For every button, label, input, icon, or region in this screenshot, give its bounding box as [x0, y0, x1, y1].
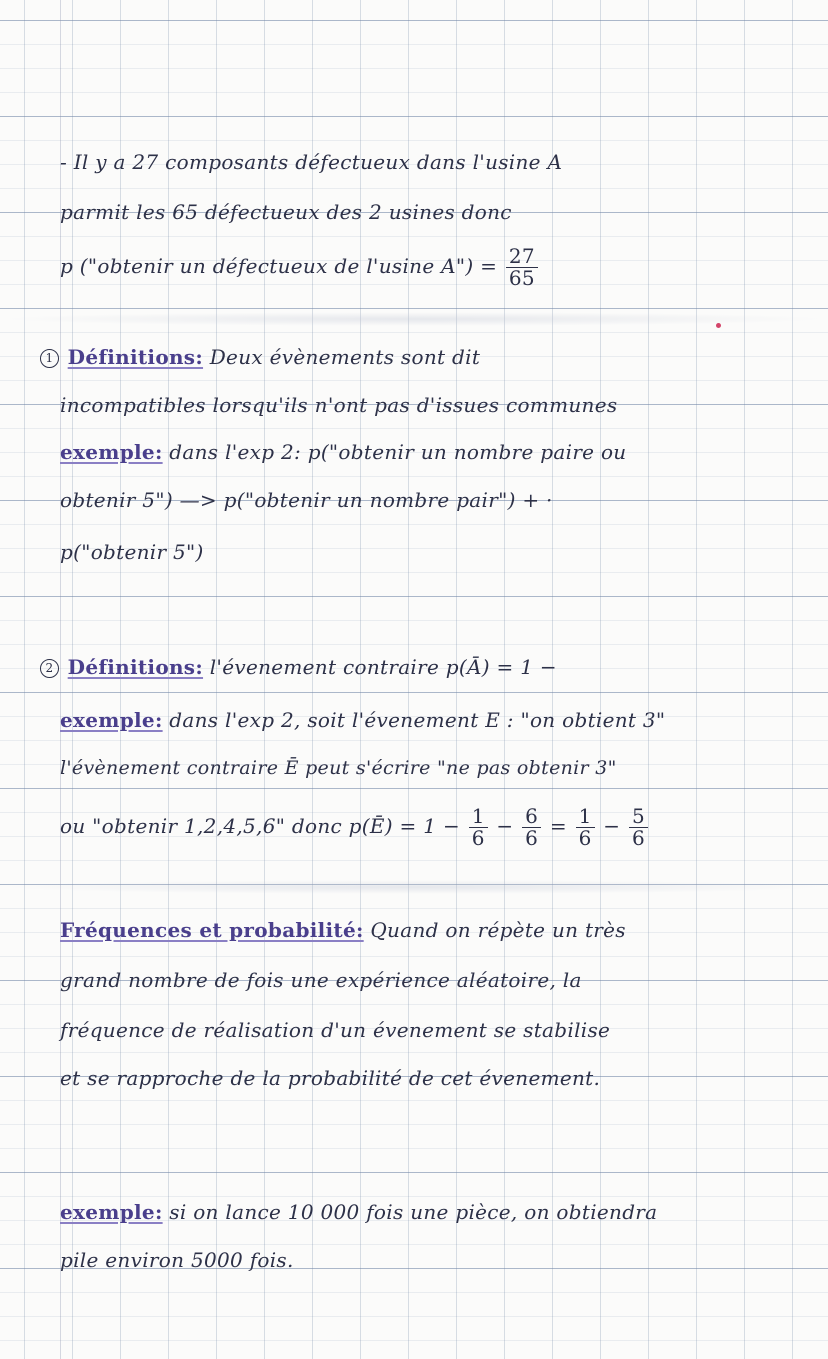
block3-line3: l'évènement contraire Ē peut s'écrire "ne pas obtenir 3" [60, 757, 617, 779]
fraction-27-65: $\frac{27}{65}$ [506, 246, 538, 289]
fraction-6-6: $\frac{6}{6}$ [522, 806, 541, 849]
block1-line1: - Il y a 27 composants défectueux dans l'usine A [60, 150, 563, 174]
fraction-5-6: $\frac{5}{6}$ [629, 806, 648, 849]
divider-wave [0, 880, 828, 894]
block4-line3: fréquence de réalisation d'un évenement se stabilise [60, 1018, 611, 1042]
block4-line2: grand nombre de fois une expérience aléatoire, la [60, 968, 582, 992]
block5-line2: pile environ 5000 fois. [60, 1248, 294, 1272]
block4-line1: Fréquences et probabilité: Quand on répète un très [60, 918, 626, 942]
divider-wave [0, 312, 828, 326]
fraction-1-6-b: $\frac{1}{6}$ [576, 806, 595, 849]
block1-line2: parmit les 65 défectueux des 2 usines donc [60, 200, 512, 224]
block4-line4: et se rapproche de la probabilité de cet évenement. [60, 1066, 601, 1090]
block5-line1: exemple: si on lance 10 000 fois une pièce, on obtiendra [60, 1200, 658, 1224]
pink-dot [716, 323, 721, 328]
block2-line5: p("obtenir 5") [60, 540, 204, 564]
fraction-1-6-a: $\frac{1}{6}$ [469, 806, 488, 849]
block2-line1: 1 Définitions: Deux évènements sont dit [40, 345, 480, 369]
block3-line4: ou "obtenir 1,2,4,5,6" donc p(Ē) = 1 − $\frac{1}{6}$ − $\frac{6}{6}$ = $\frac{1}{6}$ − $\frac{5}{6}$ [60, 806, 650, 849]
block2-line2: incompatibles lorsqu'ils n'ont pas d'issues communes [60, 393, 618, 417]
block1-line3: p ("obtenir un défectueux de l'usine A") = $\frac{27}{65}$ [60, 246, 540, 289]
block2-line3: exemple: dans l'exp 2: p("obtenir un nombre paire ou [60, 440, 627, 464]
block3-line1: 2 Définitions: l'évenement contraire p(Ā) = 1 − [40, 655, 557, 679]
block3-line2: exemple: dans l'exp 2, soit l'évenement E : "on obtient 3" [60, 708, 666, 732]
block2-line4: obtenir 5") —> p("obtenir un nombre pair") + · [60, 488, 553, 512]
